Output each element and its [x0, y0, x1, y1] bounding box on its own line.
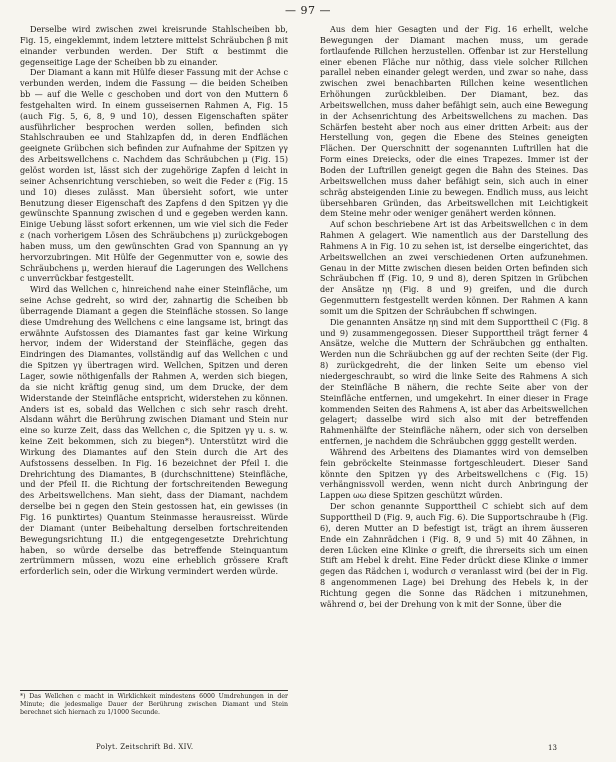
paragraph: Aus dem hier Gesagten und der Fig. 16 erhellt, welche Bewegungen der Diamant machen muss, um gerade fortlaufende Rillchen herzustellen. Offenbar ist zur Herstellung einer ebenen Fläche nur nöthig, dass viele solcher Rillchen parallel neben einander gelegt werden, und zwar so nahe, dass zwischen zwei benachbarten Rillchen keine wesentlichen Erhöhungen zurückbleiben. Der Diamant, bez. das Arbeitswellchen, muss daher befähigt sein, auch eine Bewegung in der Achsenrichtung des Arbeitswellchens zu machen. Das Schärfen besteht aber noch aus einer dritten Arbeit: aus der Herstellung von, gegen die Ebene des Steines geneigten Flächen. Der Querschnitt der sogenannten Luftrillen hat die Form eines Dreiecks, oder die eines Trapezes. Immer ist der Boden der Luftrillen geneigt gegen die Bahn des Steines. Das Arbeitswellchen muss daher befähigt sein, sich auch in einer schräg absteigenden Linie zu bewegen. Endlich muss, aus leicht übersehbaren Gründen, das Arbeitswellchen mit Leichtigkeit dem Steine mehr oder weniger genähert werden können. — [320, 24, 588, 219]
footnote: *) Das Wellchen c macht in Wirklichkeit mindestens 6000 Umdrehungen in der Minute; die jedesmalige Dauer der Berührung zwischen Diamant und Stein berechnet sich hiernach zu 1/1000 Secunde. — [20, 693, 288, 717]
left-column — [20, 24, 288, 577]
paragraph: Der schon genannte Supporttheil C schiebt sich auf dem Supporttheil D (Fig. 9, auch Fig. 6). Die Supportschraube h (Fig. 6), deren Mutter an D befestigt ist, trägt an ihrem äusseren Ende ein Zahnrädchen i (Fig. 8, 9 und 5) mit 40 Zähnen, in deren Lücken eine Klinke σ greift, die ihrerseits sich um einen Stift am Hebel k dreht. Eine Feder drückt diese Klinke σ immer gegen das Rädchen i, wodurch σ veranlasst wird (bei der in Fig. 8 angenommenen Lage) bei Drehung des Hebels k, in der Richtung gegen die Sonne das Rädchen i mitzunehmen, während σ, bei der Drehung von k mit der Sonne, über die — [320, 501, 588, 609]
paragraph: Während des Arbeitens des Diamantes wird von demselben fein gebröckelte Steinmasse fortgeschleudert. Dieser Sand könnte den Spitzen γγ des Arbeitswellchens c (Fig. 15) verhängnissvoll werden, wenn nicht durch Anbringung der Lappen ωω diese Spitzen geschützt würden. — [320, 446, 588, 501]
paragraph: Die genannten Ansätze ηη sind mit dem Supporttheil C (Fig. 8 und 9) zusammengegossen. Dieser Supporttheil trägt ferner 4 Ansätze, welche die Muttern der Schräubchen gg enthalten. Werden nun die Schräubchen gg auf der rechten Seite (der Fig. 8) zurückgedreht, die der linken Seite um ebenso viel niedergeschraubt, so wird die linke Seite des Rahmens A sich der Steinfläche B nähern, die rechte Seite aber von der Steinfläche entfernen, und umgekehrt. In einer dieser in Frage kommenden Seiten des Rahmens A, ist aber das Arbeitswellchen gelagert; dasselbe wird sich also mit der betreffenden Rahmenhälfte der Steinfläche nähern, oder sich von derselben entfernen, je nachdem die Schräubchen gggg gestellt werden. — [320, 316, 588, 447]
journal-reference: Polyt. Zeitschrift Bd. XIV. — [96, 743, 194, 751]
paragraph: Wird das Wellchen c, hinreichend nahe einer Steinfläche, um seine Achse gedreht, so wird der, zahnartig die Scheiben bb überragende Diamant a gegen die Steinfläche stossen. So lange diese Umdrehung des Wellchens c eine langsame ist, bringt das erwähnte Aufstossen des Diamantes fast gar keine Wirkung hervor, indem der Widerstand der Steinfläche, gegen das Eindringen des Diamantes, vollständig auf das Wellchen c und die Spitzen γγ übertragen wird. Wellchen, Spitzen und deren Lager, sowie nöthigenfalls der Rahmen A, werden sich biegen, da sie nicht kräftig genug sind, um dem Drucke, der dem Widerstande der Steinfläche entspricht, widerstehen zu können. Anders ist es, sobald das Wellchen c sich sehr rasch dreht. Alsdann währt die Berührung zwischen Diamant und Stein nur eine so kurze Zeit, dass das Wellchen c, die Spitzen γγ u. s. w. keine Zeit bekommen, sich zu biegen*). Unterstützt wird die Wirkung des Diamantes auf den Stein durch die Art des Aufstossens desselben. In Fig. 16 bezeichnet der Pfeil I. die Drehrichtung des Diamantes, B (durchschnittene) Steinfläche, und der Pfeil II. die Richtung der fortschreitenden Bewegung des Arbeitswellchens. Man sieht, dass der Diamant, nachdem derselbe bei n gegen den Stein gestossen hat, ein gewisses (in Fig. 16 punktirtes) Quantum Steinmasse herausreisst. Würde der Diamant (unter Beibehaltung derselben fortschreitenden Bewegungsrichtung II.) die entgegengesetzte Drehrichtung haben, so würde derselbe das betreffende Steinquantum zertrümmern müssen, wozu eine erheblich grössere Kraft erforderlich sein, oder die Wirkung vermindert werden würde. — [20, 284, 288, 577]
right-column — [320, 24, 588, 610]
sheet-signature: 13 — [548, 744, 557, 752]
footnote-divider — [20, 690, 288, 691]
page-number: — 97 — — [285, 4, 331, 17]
paragraph: Auf schon beschriebene Art ist das Arbeitswellchen c in dem Rahmen A gelagert. Wie namentlich aus der Darstellung des Rahmens A in Fig. 10 zu sehen ist, ist derselbe eingerichtet, das Arbeitswellchen an zwei verschiedenen Orten aufzunehmen. Genau in der Mitte zwischen diesen beiden Orten befinden sich Schräubchen ff (Fig. 10, 9 und 8), deren Spitzen in Grübchen der Ansätze ηη (Fig. 8 und 9) greifen, und die durch Gegenmuttern festgestellt werden können. Der Rahmen A kann somit um die Spitzen der Schräubchen ff schwingen. — [320, 219, 588, 316]
paragraph: Derselbe wird zwischen zwei kreisrunde Stahlscheiben bb, Fig. 15, eingeklemmt, indem letztere mittelst Schräubchen β mit einander verbunden werden. Der Stift α bestimmt die gegenseitige Lage der Scheiben bb zu einander. — [20, 24, 288, 67]
paragraph: Der Diamant a kann mit Hülfe dieser Fassung mit der Achse c verbunden werden, indem die Fassung — die beiden Scheiben bb — auf die Welle c geschoben und dort von den Muttern δ festgehalten wird. In einem gusseisernen Rahmen A, Fig. 15 (auch Fig. 5, 6, 8, 9 und 10), dessen Eigenschaften später ausführlicher besprochen werden sollen, befinden sich Stahlschrauben ee und Stahlzapfen dd, in deren Endflächen geeignete Grübchen sich befinden zur Aufnahme der Spitzen γγ des Arbeitswellchens c. Nachdem das Schräubchen μ (Fig. 15) gelöst worden ist, lässt sich der zugehörige Zapfen d leicht in seiner Achsenrichtung verschieben, so weit die Feder ε (Fig. 15 und 10) dieses zulässt. Man übersieht sofort, wie unter Benutzung dieser Eigenschaft des Zapfens d den Spitzen γγ die gewünschte Spannung zwischen d und e gegeben werden kann. Einige Uebung lässt sofort erkennen, um wie viel sich die Feder ε (nach vorherigem Lösen des Schräubchens μ) zurückgebogen haben muss, um den gewünschten Grad von Spannung an γγ hervorzubringen. Mit Hülfe der Gegenmutter von e, sowie des Schräubchens μ, werden hierauf die Lagerungen des Wellchens c unverrückbar festgestellt. — [20, 67, 288, 284]
